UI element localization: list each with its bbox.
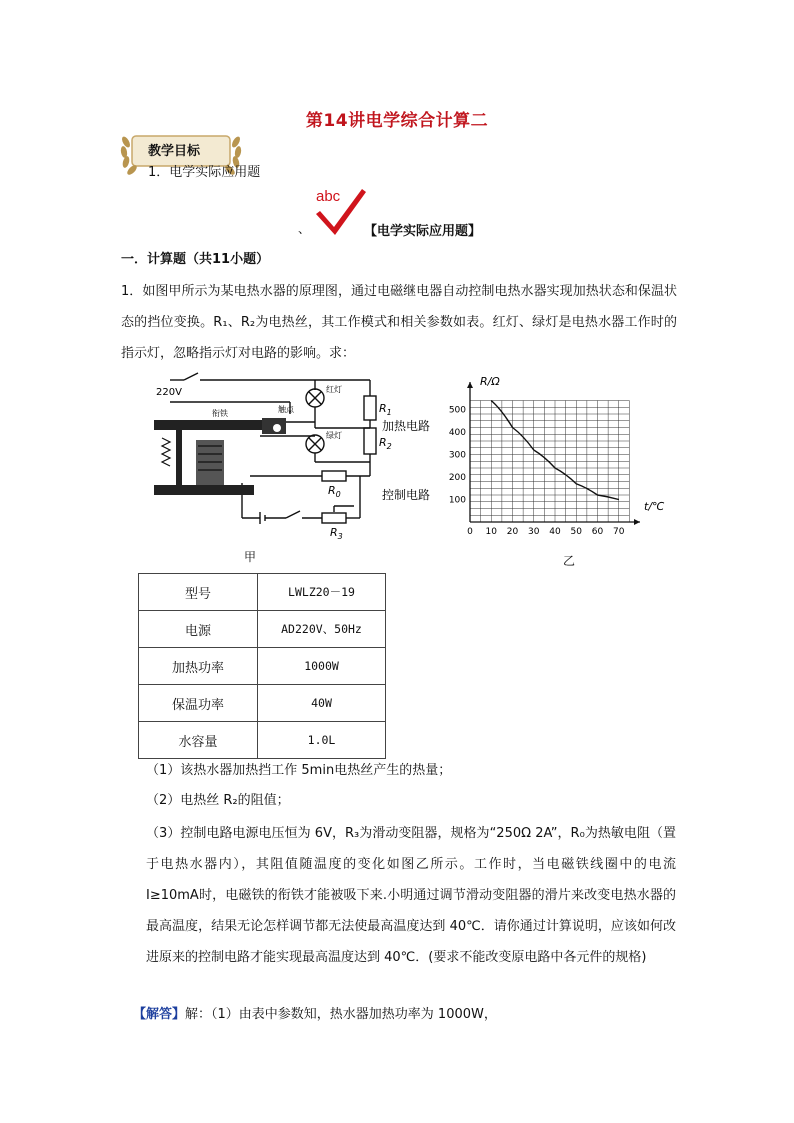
r1-label: R xyxy=(379,402,387,415)
resistance-temperature-chart xyxy=(440,374,690,537)
x-tick-label: 10 xyxy=(485,527,497,537)
question-1-stem: 1．如图甲所示为某电热水器的原理图，通过电磁继电器自动控制电热水器实现加热状态和保温状态的挡位变换。R₁、R₂为电热丝，其工作模式和相关参数如表。红灯、绿灯是电热水器工作时的指示灯，忽略指示灯对电路的影响。求： xyxy=(121,284,677,361)
x-tick-label: 20 xyxy=(506,527,519,537)
svg-text:R1 xyxy=(379,402,392,417)
table-value: 40W xyxy=(258,685,386,722)
x-tick-label: 70 xyxy=(613,527,625,537)
section-heading: 一．计算题（共11小题） xyxy=(121,252,270,267)
y-axis-arrow xyxy=(467,382,473,388)
y-tick-label: 100 xyxy=(448,495,466,506)
check-mark-icon xyxy=(312,183,372,235)
x-tick-label: 60 xyxy=(591,527,604,537)
answer-text: 解：（1）由表中参数知，热水器加热功率为 1000W， xyxy=(185,1007,497,1022)
x-axis-arrow xyxy=(634,519,640,525)
r3-sub: 3 xyxy=(337,532,343,541)
svg-text:R0 xyxy=(328,484,341,499)
r3-label: R xyxy=(330,526,338,539)
answer-tag: 【解答】 xyxy=(133,1007,186,1022)
x-axis-label: t/℃ xyxy=(644,500,665,513)
red-light-label: 红灯 xyxy=(326,385,342,394)
table-row xyxy=(139,574,386,611)
x-tick-label: 50 xyxy=(570,527,582,537)
y-tick-label: 200 xyxy=(448,473,466,483)
voltage-label: 220V xyxy=(156,387,182,398)
section-tag: 【电学实际应用题】 xyxy=(364,224,482,239)
x-tick-label: 0 xyxy=(467,527,473,537)
y-tick-label: 400 xyxy=(448,428,466,438)
table-key: 电源 xyxy=(139,611,258,648)
table-key: 型号 xyxy=(139,574,258,611)
table-row xyxy=(139,611,386,648)
spec-table xyxy=(138,573,386,759)
armature-label: 衔铁 xyxy=(212,409,228,418)
answer xyxy=(133,1003,497,1022)
badge-label: 教学目标 xyxy=(148,144,201,159)
diagram-caption: 甲 xyxy=(244,550,257,564)
x-tick-label: 30 xyxy=(528,527,540,537)
sub-question-2: （2）电热丝 R₂的阻值； xyxy=(146,793,290,808)
page-title: 第14讲电学综合计算二 xyxy=(305,111,489,131)
table-value: AD220V、50Hz xyxy=(258,611,386,648)
r2-label: R xyxy=(379,436,387,449)
r1-sub: 1 xyxy=(386,408,392,417)
y-tick-label: 300 xyxy=(448,450,466,461)
green-light-label: 绿灯 xyxy=(326,431,342,440)
y-tick-label: 500 xyxy=(448,405,466,416)
svg-text:R2 xyxy=(379,436,392,451)
y-axis-label: R/Ω xyxy=(480,375,500,388)
table-key: 加热功率 xyxy=(139,648,258,685)
sub-question-3: （3）控制电路电源电压恒为 6V，R₃为滑动变阻器，规格为“250Ω 2A”，R₀为热敏电阻（置于电热水器内），其阻值随温度的变化如图乙所示。工作时，当电磁铁线圈中的电流 I≥10mA时，电磁铁的衔铁才能被吸下来.小明通过调节滑动变阻器的滑片来改变电热水器的最高温度，结果无论怎样调节都无法使最高温度达到 40℃．请你通过计算说明，应该如何改进原来的控制电路才能实现最高温度达到 40℃．(要求不能改变原电路中各元件的规格) xyxy=(146,826,676,965)
goal-item: 1．电学实际应用题 xyxy=(148,165,261,180)
heating-circuit-label: 加热电路 xyxy=(382,419,431,433)
x-tick-label: 40 xyxy=(549,527,561,537)
table-value: 1000W xyxy=(258,648,386,685)
contact-label: 触点 xyxy=(278,405,294,414)
chart-axes xyxy=(467,382,640,525)
chart-caption: 乙 xyxy=(563,554,576,568)
table-key: 水容量 xyxy=(139,722,258,759)
chart-grid xyxy=(470,401,629,523)
r0-label: R xyxy=(328,484,336,497)
sub-question-1: （1）该热水器加热挡工作 5min电热丝产生的热量； xyxy=(146,763,452,778)
table-key: 保温功率 xyxy=(139,685,258,722)
table-row xyxy=(139,685,386,722)
table-row xyxy=(139,648,386,685)
table-value: LWLZ20－19 xyxy=(258,574,386,611)
separator: 、 xyxy=(298,222,311,236)
r0-sub: 0 xyxy=(335,490,341,499)
table-row xyxy=(139,722,386,759)
control-circuit-label: 控制电路 xyxy=(382,488,431,502)
circuit-diagram xyxy=(150,368,440,541)
table-value: 1.0L xyxy=(258,722,386,759)
svg-text:R3 xyxy=(330,526,343,541)
r2-sub: 2 xyxy=(386,442,392,451)
check-mark-text: abc xyxy=(316,188,341,205)
